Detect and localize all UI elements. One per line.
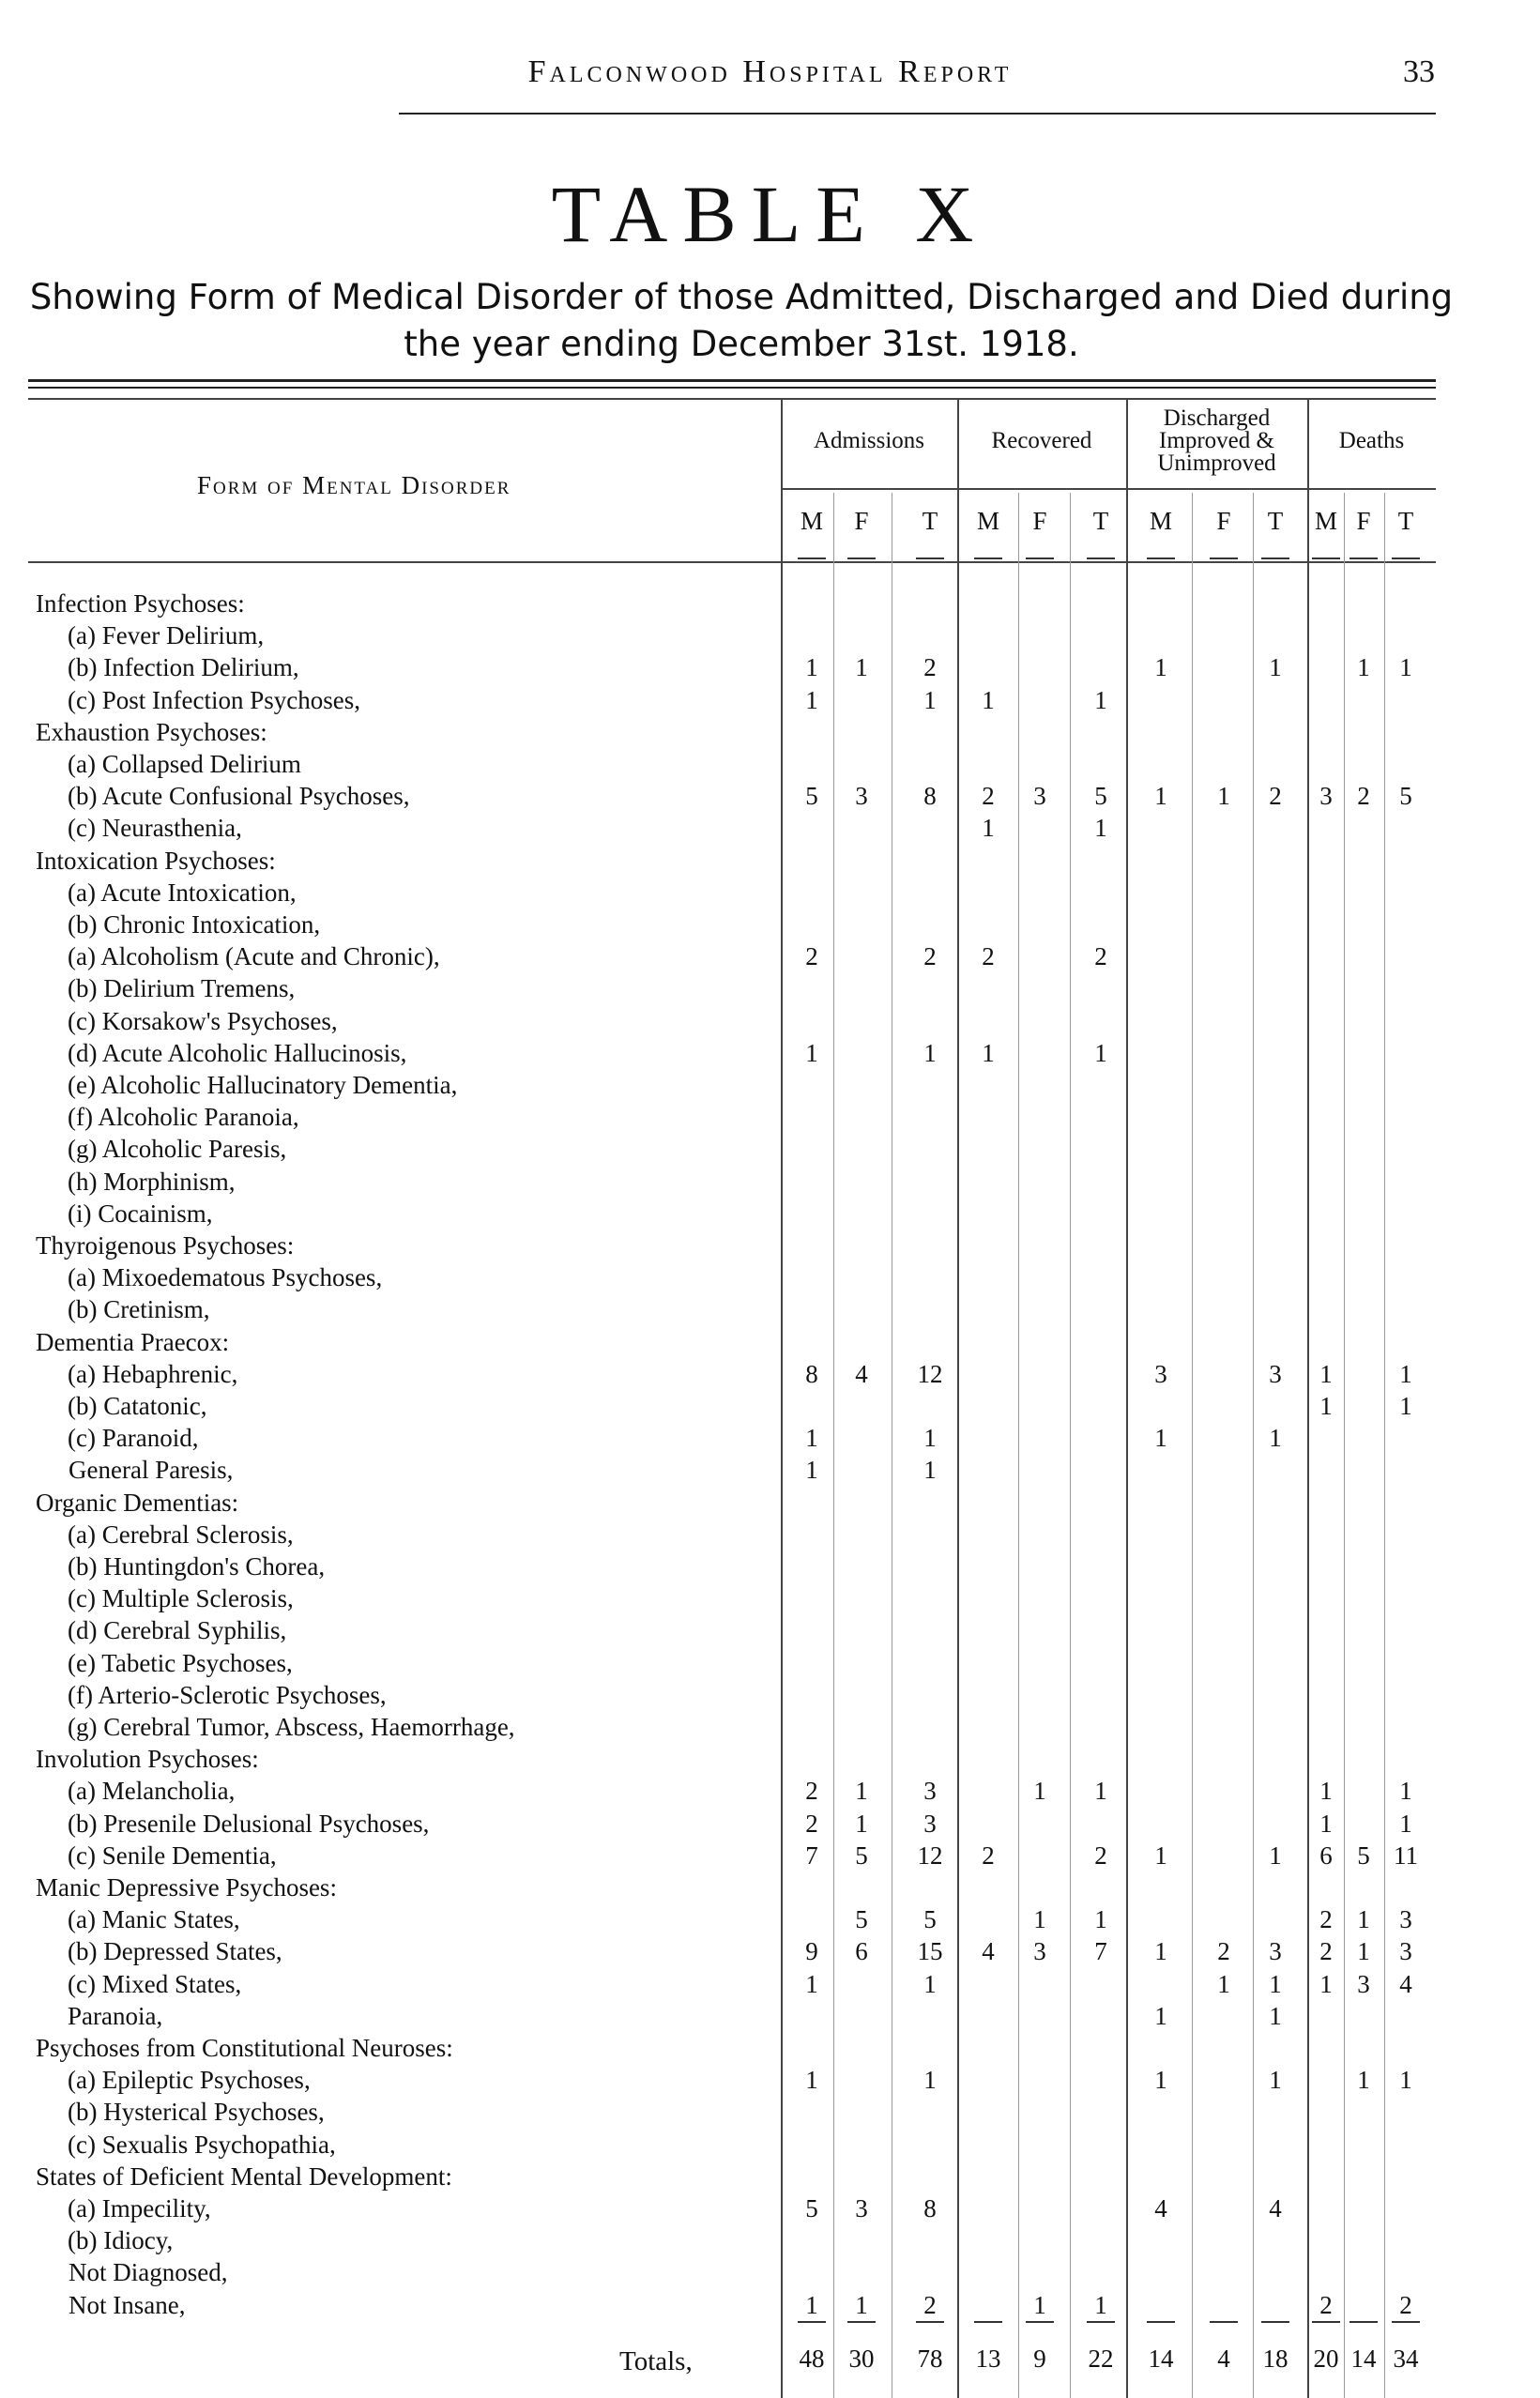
row-label: (b) Cretinism,: [68, 1295, 210, 1324]
table-cell: 3: [923, 1777, 937, 1806]
totals-dash: [974, 2321, 1002, 2323]
subheader-dash: [798, 557, 826, 559]
group-header-3: Deaths: [1338, 428, 1405, 453]
subheader-dash: [1392, 557, 1420, 559]
table-cell: 1: [1319, 1809, 1333, 1838]
table-cell: 1: [1154, 2001, 1167, 2030]
row-label: (a) Hebaphrenic,: [68, 1359, 238, 1388]
table-cell: 1: [1094, 685, 1107, 714]
totals-cell: 34: [1393, 2345, 1419, 2373]
table-cell: 6: [1319, 1841, 1333, 1870]
sub-divider: [1253, 493, 1254, 2398]
row-label: Psychoses from Constitutional Neuroses:: [36, 2034, 453, 2062]
table-cell: 7: [1094, 1937, 1107, 1966]
table-cell: 1: [855, 2290, 868, 2319]
table-cell: 2: [1319, 2290, 1333, 2319]
title-rule-bottom: [28, 387, 1436, 389]
table-cell: 2: [923, 942, 937, 971]
subheader-m: M: [800, 507, 823, 535]
table-cell: 1: [1399, 1359, 1412, 1388]
table-cell: 1: [1154, 1937, 1167, 1966]
table-cell: 1: [1094, 1905, 1107, 1934]
table-cell: 12: [917, 1841, 943, 1870]
row-label: Organic Dementias:: [36, 1488, 239, 1517]
group-divider: [957, 400, 959, 2398]
totals-cell: 14: [1148, 2345, 1174, 2373]
table-cell: 5: [1399, 782, 1412, 811]
row-label: (i) Cocainism,: [68, 1199, 213, 1228]
row-label: (c) Sexualis Psychopathia,: [68, 2130, 336, 2159]
table-cell: 1: [1399, 1392, 1412, 1420]
totals-cell: 20: [1313, 2345, 1339, 2373]
table-cell: 3: [1154, 1359, 1167, 1388]
title-rule-top: [28, 379, 1436, 382]
table-cell: 3: [1033, 782, 1046, 811]
table-cell: 1: [855, 1777, 868, 1806]
row-label: (a) Acute Intoxication,: [68, 878, 297, 907]
table-cell: 1: [1033, 2290, 1046, 2319]
table-subtitle: Showing Form of Medical Disorder of those Admitted, Discharged and Died during the year ending December 31st. 1918.: [29, 277, 1454, 364]
table-cell: 1: [805, 653, 818, 682]
table-title: TABLE X: [551, 169, 989, 259]
row-label: (b) Acute Confusional Psychoses,: [68, 782, 410, 811]
row-label: (a) Alcoholism (Acute and Chronic),: [68, 942, 440, 971]
table-cell: 1: [805, 1038, 818, 1067]
table-cell: 12: [917, 1359, 943, 1388]
sub-divider: [1018, 493, 1019, 2398]
subheader-t: T: [1397, 507, 1414, 535]
sub-divider: [1344, 493, 1345, 2398]
header-divider: [781, 488, 1436, 490]
table-cell: 4: [1399, 1969, 1412, 1998]
table-cell: 1: [1319, 1392, 1333, 1420]
table-cell: 2: [1399, 2290, 1412, 2319]
row-label: (a) Fever Delirium,: [68, 621, 265, 650]
table-cell: 1: [1154, 653, 1167, 682]
table-cell: 8: [805, 1359, 818, 1388]
subheader-dash: [1147, 557, 1175, 559]
table-cell: 1: [1357, 653, 1370, 682]
table-cell: 4: [982, 1937, 995, 1966]
row-label: (c) Korsakow's Psychoses,: [68, 1006, 338, 1035]
table-cell: 1: [923, 685, 937, 714]
table-cell: 6: [855, 1937, 868, 1966]
row-label: Not Diagnosed,: [69, 2258, 228, 2287]
subheader-m: M: [1314, 507, 1337, 535]
row-label: (b) Infection Delirium,: [68, 653, 299, 682]
row-label: Manic Depressive Psychoses:: [36, 1873, 337, 1902]
table-cell: 1: [805, 685, 818, 714]
table-cell: 5: [1094, 782, 1107, 811]
table-cell: 8: [923, 2194, 937, 2222]
header-rule: [399, 113, 1436, 115]
totals-cell: 18: [1262, 2345, 1288, 2373]
table-cell: 1: [1399, 1809, 1412, 1838]
table-cell: 11: [1394, 1841, 1418, 1870]
sub-divider: [1192, 493, 1193, 2398]
table-cell: 1: [805, 2290, 818, 2319]
row-label: (b) Chronic Intoxication,: [68, 910, 321, 939]
row-label: (e) Tabetic Psychoses,: [68, 1648, 293, 1677]
table-cell: 1: [1154, 782, 1167, 811]
table-cell: 5: [1357, 1841, 1370, 1870]
row-label: (c) Senile Dementia,: [68, 1841, 277, 1870]
table-cell: 2: [982, 1841, 995, 1870]
totals-dash: [1087, 2321, 1115, 2323]
totals-label: Totals,: [619, 2346, 693, 2376]
subheader-dash: [1261, 557, 1289, 559]
table-cell: 2: [805, 1777, 818, 1806]
totals-cell: 4: [1217, 2345, 1230, 2373]
table-cell: 8: [923, 782, 937, 811]
totals-dash: [916, 2321, 944, 2323]
table-cell: 3: [855, 2194, 868, 2222]
row-label: (d) Acute Alcoholic Hallucinosis,: [68, 1038, 407, 1067]
row-label: (f) Arterio-Sclerotic Psychoses,: [68, 1680, 387, 1709]
table-cell: 3: [1269, 1359, 1282, 1388]
table-cell: 4: [855, 1359, 868, 1388]
row-label: (b) Catatonic,: [68, 1392, 207, 1420]
row-label: Not Insane,: [69, 2290, 186, 2319]
totals-dash: [1312, 2321, 1340, 2323]
row-label: (b) Hysterical Psychoses,: [68, 2098, 325, 2127]
table-cell: 2: [1269, 782, 1282, 811]
header-bottom-rule: [28, 561, 1436, 563]
totals-cell: 78: [917, 2345, 943, 2373]
group-divider: [1126, 400, 1128, 2398]
row-label: (d) Cerebral Syphilis,: [68, 1616, 287, 1645]
table-top-rule: [28, 398, 1436, 400]
table-cell: 2: [1357, 782, 1370, 811]
totals-dash: [1349, 2321, 1378, 2323]
table-cell: 1: [1217, 782, 1230, 811]
row-label: (b) Delirium Tremens,: [68, 974, 296, 1003]
form-column-header: Form of Mental Disorder: [197, 471, 511, 499]
subheader-t: T: [1267, 507, 1284, 535]
table-cell: 1: [923, 1038, 937, 1067]
subheader-dash: [1087, 557, 1115, 559]
table-cell: 1: [1269, 2001, 1282, 2030]
table-cell: 1: [805, 1424, 818, 1453]
table-cell: 1: [1319, 1969, 1333, 1998]
table-cell: 2: [1319, 1937, 1333, 1966]
row-label: (b) Huntingdon's Chorea,: [68, 1552, 326, 1581]
row-label: (a) Epileptic Psychoses,: [68, 2066, 311, 2095]
table-cell: 1: [1269, 1424, 1282, 1453]
row-label: (a) Collapsed Delirium: [68, 750, 301, 778]
row-label: (g) Alcoholic Paresis,: [68, 1135, 287, 1164]
table-cell: 3: [1269, 1937, 1282, 1966]
subheader-dash: [1312, 557, 1340, 559]
row-label: Dementia Praecox:: [36, 1327, 230, 1356]
table-cell: 1: [1154, 1841, 1167, 1870]
group-divider: [781, 400, 783, 2398]
subheader-t: T: [1092, 507, 1109, 535]
table-cell: 15: [917, 1937, 943, 1966]
table-cell: 1: [1217, 1969, 1230, 1998]
table-cell: 1: [1269, 1969, 1282, 1998]
table-cell: 3: [1033, 1937, 1046, 1966]
row-label: Involution Psychoses:: [36, 1745, 259, 1774]
subheader-f: F: [1356, 507, 1371, 535]
table-cell: 5: [855, 1841, 868, 1870]
table-cell: 3: [1319, 782, 1333, 811]
sub-divider: [1070, 493, 1071, 2398]
subheader-m: M: [976, 507, 999, 535]
table-cell: 3: [1357, 1969, 1370, 1998]
table-cell: 2: [805, 1809, 818, 1838]
totals-cell: 30: [848, 2345, 875, 2373]
running-header: [0, 54, 1540, 92]
page-number: 33: [1403, 54, 1435, 89]
table-cell: 3: [923, 1809, 937, 1838]
row-label: Paranoia,: [68, 2001, 163, 2030]
table-cell: 9: [805, 1937, 818, 1966]
table-cell: 1: [1269, 653, 1282, 682]
totals-cell: 14: [1350, 2345, 1377, 2373]
table-cell: 1: [1094, 2290, 1107, 2319]
subheader-m: M: [1149, 507, 1172, 535]
table-cell: 1: [923, 1456, 937, 1485]
group-header-0: Admissions: [813, 428, 925, 453]
totals-dash: [1210, 2321, 1238, 2323]
table-cell: 1: [805, 1969, 818, 1998]
row-label: (c) Neurasthenia,: [68, 814, 242, 843]
table-cell: 2: [1094, 942, 1107, 971]
row-label: (b) Presenile Delusional Psychoses,: [68, 1809, 430, 1838]
row-label: (a) Mixoedematous Psychoses,: [68, 1263, 383, 1292]
sub-divider: [1384, 493, 1385, 2398]
row-label: (a) Manic States,: [68, 1905, 240, 1934]
subheader-dash: [1026, 557, 1054, 559]
row-label: General Paresis,: [69, 1456, 234, 1485]
totals-cell: 22: [1088, 2345, 1114, 2373]
row-label: (h) Morphinism,: [68, 1167, 236, 1196]
table-cell: 1: [1399, 1777, 1412, 1806]
row-label: (b) Idiocy,: [68, 2226, 174, 2255]
row-label: Exhaustion Psychoses:: [36, 717, 267, 746]
table-cell: 1: [1319, 1359, 1333, 1388]
table-cell: 1: [1357, 1905, 1370, 1934]
table-cell: 1: [1399, 2066, 1412, 2095]
group-header-1: Recovered: [991, 428, 1092, 453]
subheader-dash: [974, 557, 1002, 559]
table-cell: 1: [1033, 1905, 1046, 1934]
table-cell: 2: [1319, 1905, 1333, 1934]
table-cell: 5: [805, 782, 818, 811]
totals-dash: [1147, 2321, 1175, 2323]
table-cell: 2: [923, 653, 937, 682]
table-cell: 1: [982, 1038, 995, 1067]
subheader-f: F: [1032, 507, 1047, 535]
table-cell: 1: [1033, 1777, 1046, 1806]
table-cell: 4: [1154, 2194, 1167, 2222]
table-cell: 1: [855, 1809, 868, 1838]
table-cell: 2: [805, 942, 818, 971]
table-cell: 2: [982, 782, 995, 811]
table-cell: 7: [805, 1841, 818, 1870]
table-cell: 2: [1094, 1841, 1107, 1870]
subheader-dash: [916, 557, 944, 559]
row-label: (c) Post Infection Psychoses,: [68, 685, 360, 714]
table-cell: 1: [1269, 2066, 1282, 2095]
table-cell: 2: [923, 2290, 937, 2319]
subheader-dash: [1210, 557, 1238, 559]
row-label: (c) Paranoid,: [68, 1424, 199, 1453]
totals-dash: [847, 2321, 876, 2323]
table-cell: 1: [1399, 653, 1412, 682]
table-cell: 3: [855, 782, 868, 811]
table-cell: 1: [1357, 1937, 1370, 1966]
table-cell: 1: [982, 814, 995, 843]
totals-dash: [1392, 2321, 1420, 2323]
table-cell: 1: [1319, 1777, 1333, 1806]
subheader-t: T: [922, 507, 938, 535]
table-cell: 4: [1269, 2194, 1282, 2222]
row-label: (a) Cerebral Sclerosis,: [68, 1520, 294, 1549]
table-cell: 1: [855, 653, 868, 682]
totals-dash: [1261, 2321, 1289, 2323]
sub-divider: [833, 493, 834, 2398]
row-label: (f) Alcoholic Paranoia,: [68, 1103, 299, 1132]
table-cell: 1: [1269, 1841, 1282, 1870]
totals-cell: 48: [799, 2345, 825, 2373]
table-cell: 1: [1094, 814, 1107, 843]
totals-cell: 9: [1033, 2345, 1046, 2373]
table-cell: 5: [855, 1905, 868, 1934]
row-label: Thyroigenous Psychoses:: [36, 1231, 295, 1260]
table-cell: 1: [923, 1424, 937, 1453]
row-label: (a) Impecility,: [68, 2194, 211, 2222]
table-cell: 1: [982, 685, 995, 714]
running-title: Falconwood Hospital Report: [527, 54, 1013, 89]
totals-dash: [798, 2321, 826, 2323]
totals-cell: 13: [975, 2345, 1001, 2373]
table-cell: 1: [1154, 2066, 1167, 2095]
row-label: (e) Alcoholic Hallucinatory Dementia,: [68, 1071, 458, 1099]
table-cell: 3: [1399, 1937, 1412, 1966]
row-label: Intoxication Psychoses:: [36, 846, 276, 875]
table-cell: 1: [805, 1456, 818, 1485]
totals-dash: [1026, 2321, 1054, 2323]
table-cell: 1: [1154, 1424, 1167, 1453]
row-label: (b) Depressed States,: [68, 1937, 282, 1966]
subheader-f: F: [854, 507, 869, 535]
table-cell: 1: [805, 2066, 818, 2095]
table-cell: 3: [1399, 1905, 1412, 1934]
table-cell: 5: [805, 2194, 818, 2222]
table-cell: 1: [1094, 1777, 1107, 1806]
group-header-2: Discharged Improved & Unimproved: [1157, 405, 1276, 476]
row-label: Infection Psychoses:: [36, 589, 245, 618]
subheader-f: F: [1216, 507, 1231, 535]
table-cell: 1: [923, 1969, 937, 1998]
subheader-dash: [1349, 557, 1378, 559]
row-label: (a) Melancholia,: [68, 1777, 236, 1806]
row-label: States of Deficient Mental Development:: [36, 2161, 452, 2191]
row-label: (c) Mixed States,: [68, 1969, 242, 1998]
table-cell: 1: [1094, 1038, 1107, 1067]
table-cell: 5: [923, 1905, 937, 1934]
row-label: (g) Cerebral Tumor, Abscess, Haemorrhage,: [68, 1713, 515, 1741]
row-label: (c) Multiple Sclerosis,: [68, 1584, 294, 1613]
table-cell: 2: [1217, 1937, 1230, 1966]
subheader-dash: [847, 557, 876, 559]
table-cell: 1: [923, 2066, 937, 2095]
table-cell: 1: [1357, 2066, 1370, 2095]
table-cell: 2: [982, 942, 995, 971]
